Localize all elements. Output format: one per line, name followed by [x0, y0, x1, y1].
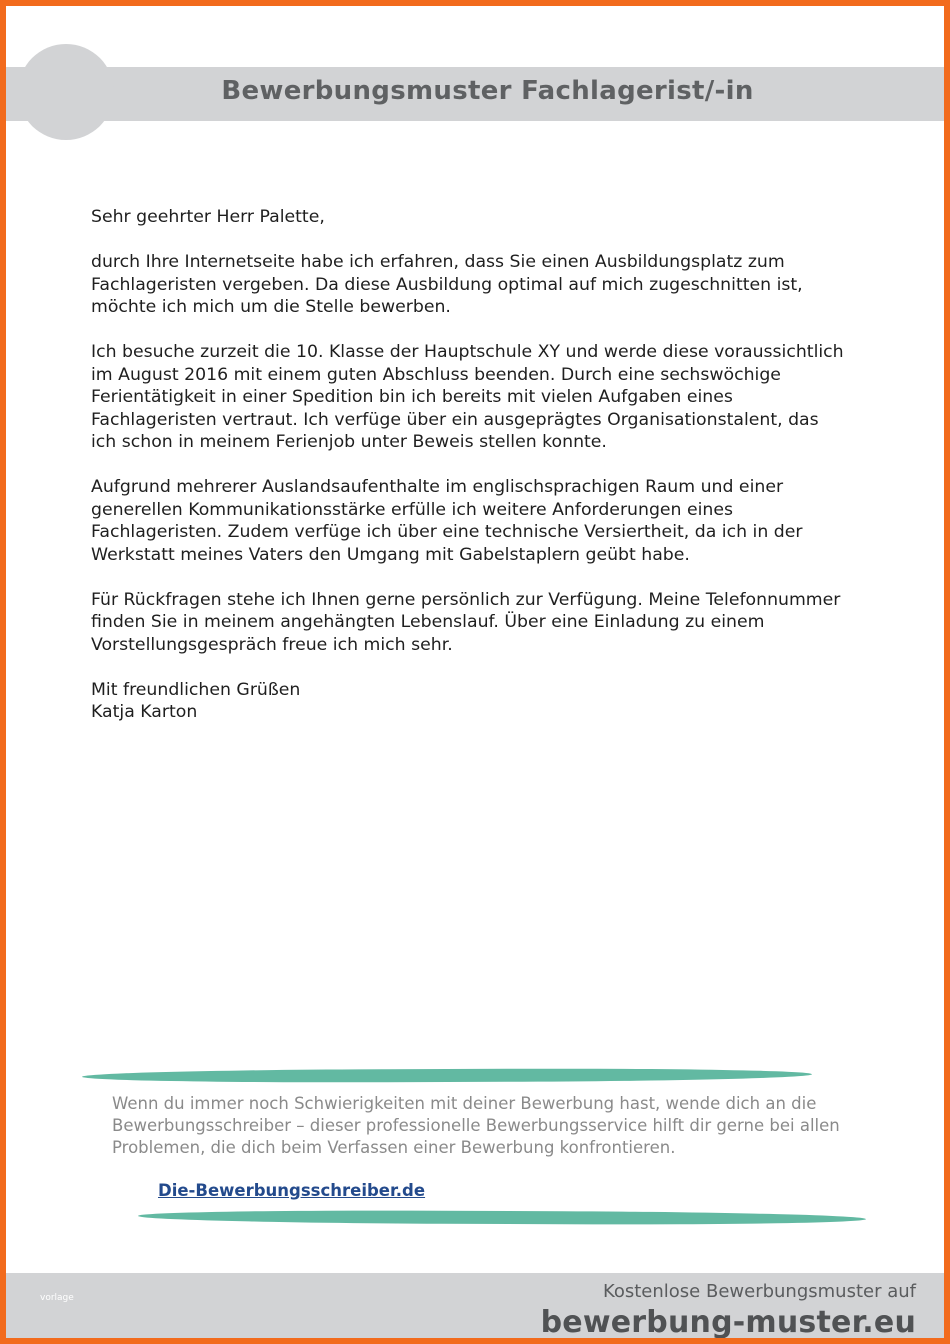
watermark-text: vorlage — [40, 1293, 74, 1303]
letter-signature: Katja Karton — [91, 702, 198, 722]
footer-site-name: bewerbung-muster.eu — [540, 1305, 916, 1338]
document-page — [6, 6, 944, 1338]
letter-paragraph-4: Für Rückfragen stehe ich Ihnen gerne persönlich zur Verfügung. Meine Telefonnummer finden Sie in meinem angehängten Lebenslauf. Über eine Einladung zu einem Vorstellungsgespräch freue ich mich sehr. — [91, 589, 841, 655]
letter-paragraph-1: durch Ihre Internetseite habe ich erfahren, dass Sie einen Ausbildungsplatz zum Fachlageristen vergeben. Da diese Ausbildung optimal auf mich zugeschnitten ist, möchte ich mich um die Stelle bewerben. — [91, 252, 803, 317]
footer-tagline: Kostenlose Bewerbungsmuster auf — [602, 1281, 916, 1302]
letter-closing: Mit freundlichen Grüßen — [91, 679, 301, 700]
letter-salutation: Sehr geehrter Herr Palette, — [91, 207, 325, 227]
letter-paragraph-3: Aufgrund mehrerer Auslandsaufenthalte im englischsprachigen Raum und einer generellen Kommunikationsstärke erfülle ich weitere Anforderungen eines Fachlageristen. Zudem verfüge ich über eine technische Versiertheit, da ich in der Werkstatt meines Vaters den Umgang mit Gabelstaplern geübt habe. — [91, 477, 803, 565]
brush-stroke-top — [82, 1068, 812, 1084]
letter-body — [91, 206, 881, 724]
page-title: Bewerbungsmuster Fachlagerist/-in — [221, 76, 754, 106]
promo-link[interactable]: Die-Bewerbungsschreiber.de — [158, 1181, 426, 1200]
promo-text: Wenn du immer noch Schwierigkeiten mit deiner Bewerbung hast, wende dich an die Bewerbungsschreiber – dieser professionelle Bewerbungsservice hilft dir gerne bei allen Problemen, die dich beim Verfassen einer Bewerbung konfrontieren. — [112, 1094, 840, 1157]
letter-paragraph-2: Ich besuche zurzeit die 10. Klasse der Hauptschule XY und werde diese voraussichtlich im August 2016 mit einem guten Abschluss beenden. Durch eine sechswöchige Ferientätigkeit in einer Spedition bin ich bereits mit vielen Aufgaben eines Fachlageristen vertraut. Ich verfüge über ein ausgeprägtes Organisationstalent, das ich schon in meinem Ferienjob unter Beweis stellen konnte. — [91, 342, 844, 452]
brush-stroke-bottom — [138, 1209, 866, 1225]
